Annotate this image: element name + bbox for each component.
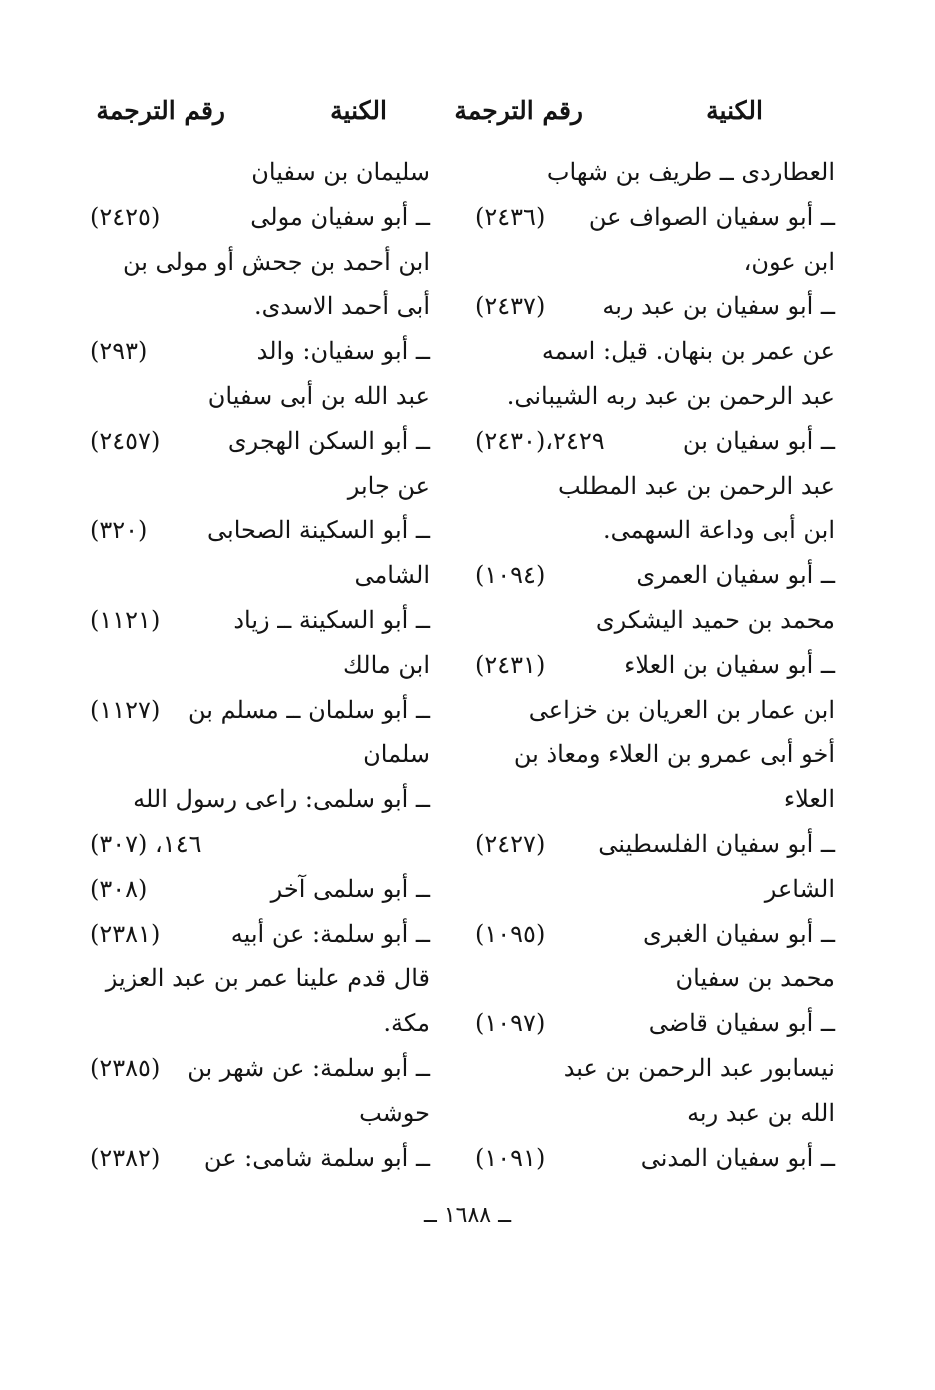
translation-number: (٢٣٨٢) [90,1143,161,1172]
entry-text: الله بن عبد ربه [687,1098,835,1127]
translation-number: (٣٢٠) [90,516,148,545]
entry-line [475,1091,835,1136]
translation-number: (٢٤٥٧) [90,426,161,455]
entry-line [475,688,835,733]
entry-line [475,374,835,419]
entry-line [90,777,430,822]
entry-line [90,419,430,464]
entry-line [90,643,430,688]
entry-line [475,777,835,822]
translation-number: (١٠٩١) [475,1143,546,1172]
entry-line [90,284,430,329]
header-right-kunya: الكنية [706,96,763,125]
entry-line [90,1091,430,1136]
entry-text: نيسابور عبد الرحمن بن عبد [563,1053,835,1082]
translation-number: (١٠٩٥) [475,919,546,948]
entry-line [475,1001,835,1046]
entry-text: ــ أبو سلمان ــ مسلم بن [187,695,430,724]
entry-text: عبد الله بن أبى سفيان [207,381,430,410]
header-left-kunya: الكنية [330,96,387,125]
entry-text: ابن عون، [743,247,835,276]
entry-line [90,1001,430,1046]
translation-number: (١١٢١) [90,605,161,634]
entry-text: مكة. [383,1009,430,1038]
header-left-tarjama: رقم الترجمة [96,96,225,125]
entry-text: العطاردى ــ طريف بن شهاب [546,158,835,186]
translation-number: (٢٤٣١) [475,650,546,679]
entry-text: ابن أحمد بن جحش أو مولى بن [122,247,430,276]
translation-number: (٢٤٣٦) [475,202,546,231]
translation-number: (٢٣٨٥) [90,1053,161,1082]
translation-number: (٣٠٨) [90,874,148,903]
entry-line [90,374,430,419]
page-number: ــ ١٦٨٨ ــ [423,1203,512,1228]
entry-text: ــ أبو سلمى آخر [270,874,430,903]
entry-line [90,240,430,285]
entry-text: ــ أبو سفيان مولى [250,202,430,231]
entry-text: ابن مالك [343,650,430,679]
entry-line [475,464,835,509]
entry-line [475,598,835,643]
entry-line [90,912,430,957]
translation-number: (١٠٩٤) [475,561,546,590]
entry-line [90,150,430,195]
entry-line [90,508,430,553]
translation-number: ١٤٦، (٣٠٧) [90,829,202,858]
entry-line [90,1136,430,1181]
entry-text: ــ أبو السكينة الصحابى [207,516,430,545]
translation-number: ٢٤٢٩،(٢٤٣٠) [475,426,605,455]
entry-line [475,195,835,240]
entry-text: الشاعر [764,874,835,903]
entry-text: ــ أبو سفيان الفلسطينى [598,829,835,858]
entry-text: ابن أبى وداعة السهمى. [603,516,835,545]
entry-text: ابن عمار بن العريان بن خزاعى [528,695,835,724]
entry-text: ــ أبو سفيان بن عبد ربه [602,292,835,321]
entry-text: ــ أبو سلمة: عن شهر بن [187,1053,430,1082]
entry-text: ــ أبو سلمى: راعى رسول الله [133,785,430,814]
entry-line [90,867,430,912]
entry-line [475,553,835,598]
translation-number: (٢٩٣) [90,337,148,366]
entry-line [475,732,835,777]
entry-text: ــ أبو سلمة: عن أبيه [230,919,430,948]
entry-line [475,329,835,374]
entry-line [90,464,430,509]
entry-line [475,419,835,464]
entry-text: عن عمر بن بنهان. قيل: اسمه [541,337,835,366]
entry-line [90,688,430,733]
entry-text: محمد بن سفيان [675,964,835,993]
entry-text: أخو أبى عمرو بن العلاء ومعاذ بن [513,740,835,769]
right-column [475,150,835,1180]
entry-text: ــ أبو سفيان بن العلاء [624,650,835,679]
entry-text: ــ أبو سفيان بن [682,426,835,455]
entry-line [475,912,835,957]
translation-number: (٢٣٨١) [90,919,161,948]
entry-line [475,240,835,285]
entry-text: ــ أبو سفيان: والد [256,337,430,366]
entry-text: ــ أبو سفيان قاضى [648,1009,835,1038]
entry-text: ــ أبو سفيان الغبرى [643,919,835,948]
entry-line [90,598,430,643]
entry-text: حوشب [359,1098,430,1127]
translation-number: (٢٤٢٧) [475,829,546,858]
entry-line [90,553,430,598]
entry-line [475,284,835,329]
entry-text: محمد بن حميد اليشكرى [595,605,835,634]
entry-line [475,867,835,912]
entry-text: الشامى [354,561,430,590]
translation-number: (٢٤٣٧) [475,292,546,321]
entry-text: سليمان بن سفيان [251,158,430,186]
entry-text: أبى أحمد الاسدى. [253,292,430,321]
entry-text: سلمان [363,740,430,769]
entry-line [90,956,430,1001]
entry-text: ــ أبو سفيان المدنى [640,1143,835,1172]
entry-line [475,1136,835,1181]
entry-line [90,732,430,777]
entry-line [475,1046,835,1091]
entry-line [475,956,835,1001]
entry-text: عن جابر [347,471,430,500]
entry-text: ــ أبو السكينة ــ زياد [233,605,430,634]
column-headers [0,96,935,136]
entry-text: ــ أبو سفيان العمرى [636,561,835,590]
entry-line [475,508,835,553]
translation-number: (٢٤٢٥) [90,202,161,231]
entry-text: عبد الرحمن بن عبد المطلب [557,471,835,500]
entry-line [90,195,430,240]
entry-line [475,643,835,688]
entry-line [475,150,835,195]
entry-line [90,1046,430,1091]
left-column [90,150,430,1180]
entry-line [90,822,430,867]
entry-text: ــ أبو سفيان الصواف عن [588,202,835,231]
translation-number: (١٠٩٧) [475,1009,546,1038]
entry-line [90,329,430,374]
translation-number: (١١٢٧) [90,695,161,724]
header-right-tarjama: رقم الترجمة [454,96,583,125]
entry-text: ــ أبو السكن الهجرى [227,426,430,455]
entry-text: ــ أبو سلمة شامى: عن [203,1143,430,1172]
entry-line [475,822,835,867]
entry-text: العلاء [783,785,835,814]
entry-text: عبد الرحمن بن عبد ربه الشيبانى. [506,381,835,410]
entry-text: قال قدم علينا عمر بن عبد العزيز [105,964,430,993]
